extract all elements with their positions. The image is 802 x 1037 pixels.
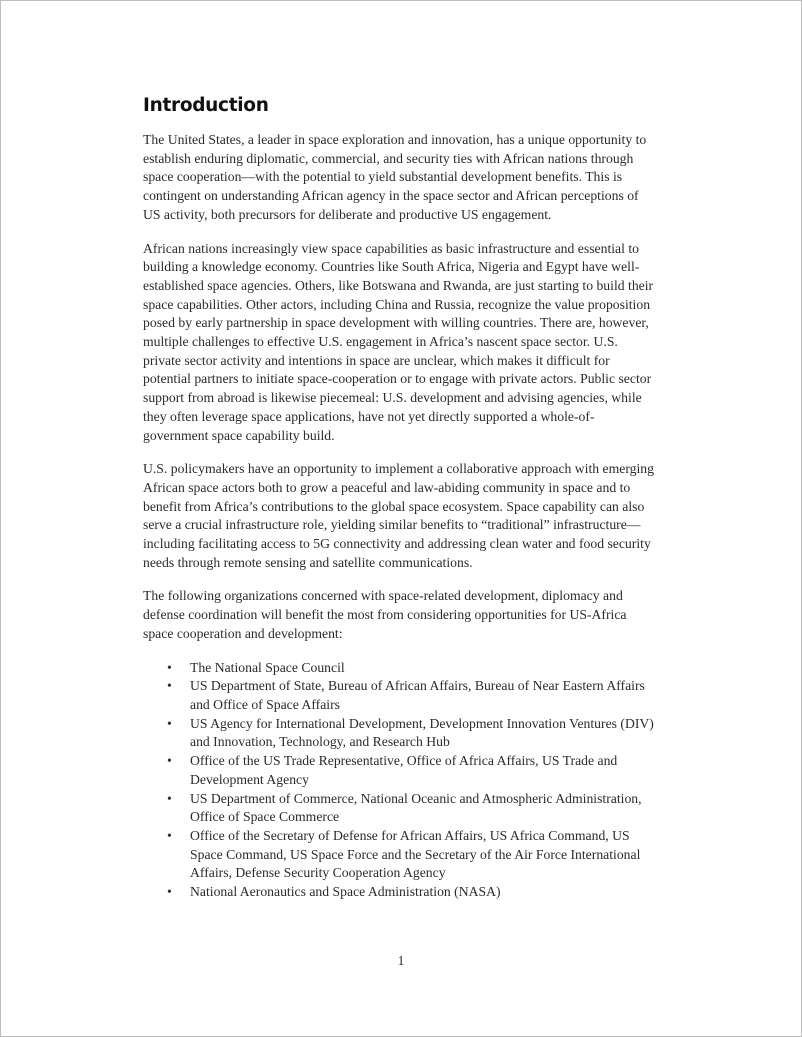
section-heading: Introduction (143, 95, 269, 116)
list-item (143, 827, 658, 883)
page-content (143, 95, 658, 902)
bullet-icon: • (167, 753, 172, 769)
list-item (143, 715, 658, 752)
organization-text: US Department of Commerce, National Oceanic and Atmospheric Administration, Office of Space Commerce (190, 790, 642, 825)
organizations-list (143, 659, 658, 902)
list-item (143, 752, 658, 789)
paragraph-intro: The United States, a leader in space exploration and innovation, has a unique opportunity to establish enduring diplomatic, commercial, and security ties with African nations through space cooperation—with the potential to yield substantial development benefits. This is contingent on understanding African agency in the space sector and African perceptions of US activity, both precursors for deliberate and productive US engagement. (143, 132, 647, 222)
organization-text: US Department of State, Bureau of African Affairs, Bureau of Near Eastern Affairs and Office of Space Affairs (190, 678, 645, 712)
list-item (143, 883, 658, 902)
bullet-icon: • (167, 790, 172, 806)
organization-text: Office of the US Trade Representative, Office of Africa Affairs, US Trade and Development Agency (190, 753, 618, 787)
bullet-icon: • (167, 715, 172, 731)
bullet-icon: • (167, 678, 172, 694)
bullet-icon: • (167, 827, 172, 843)
bullet-icon: • (167, 659, 172, 675)
bullet-icon: • (167, 884, 172, 900)
list-item (143, 677, 658, 714)
paragraph-policy-opportunity: U.S. policymakers have an opportunity to implement a collaborative approach with emerging African space actors both to grow a peaceful and law-abiding community in space and to benefit from Africa’s contributions to the global space ecosystem. Space capability can also serve a crucial infrastructure role, yielding similar benefits to “traditional” infrastructure—including facilitating access to 5G connectivity and addressing clean water and food security needs through remote sensing and satellite communications. (143, 461, 654, 570)
page-number: 1 (397, 953, 405, 968)
organization-text: US Agency for International Development, Development Innovation Ventures (DIV) and Innovation, Technology, and Research Hub (190, 715, 654, 750)
list-item (143, 790, 658, 827)
list-item (143, 659, 658, 678)
organization-text: The National Space Council (190, 659, 345, 675)
organization-text: National Aeronautics and Space Administration (NASA) (190, 884, 501, 900)
paragraph-organizations-lead: The following organizations concerned with space-related development, diplomacy and defense coordination will benefit the most from considering opportunities for US-Africa space cooperation and development: (143, 588, 627, 641)
organization-text: Office of the Secretary of Defense for African Affairs, US Africa Command, US Space Command, US Space Force and the Secretary of the Air Force International Affairs, Defense Security Cooperation Agency (190, 827, 641, 881)
paragraph-african-capabilities: African nations increasingly view space capabilities as basic infrastructure and essential to building a knowledge economy. Countries like South Africa, Nigeria and Egypt have well-established space agencies. Others, like Botswana and Rwanda, are just starting to build their space capabilities. Other actors, including China and Russia, recognize the value proposition posed by early partnership in space development with willing countries. There are, however, multiple challenges to effective U.S. engagement in Africa’s nascent space sector. U.S. private sector activity and intentions in space are unclear, which makes it difficult for potential partners to initiate space-cooperation or to engage with private actors. Public sector support from abroad is likewise piecemeal: U.S. development and advising agencies, while they often leverage space applications, have not yet directly supported a whole-of-government space capability build. (143, 240, 654, 443)
